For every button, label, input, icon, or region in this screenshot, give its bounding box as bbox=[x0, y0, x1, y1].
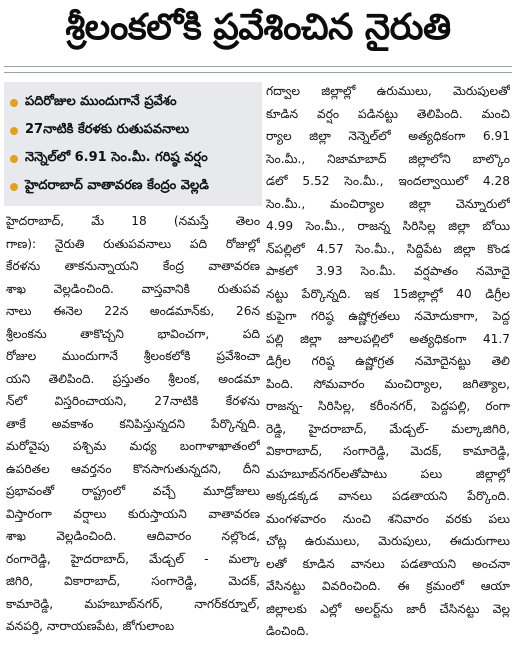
article-line: వేసినట్టు వివరించింది. ఈ క్రమంలో ఆయా bbox=[266, 579, 510, 593]
article-line: నాలు ఈనెల 22న అండమాన్‌కు, 26న bbox=[6, 304, 260, 318]
article-line: గద్వాల జిల్లాల్లో ఉరుములు, మెరుపులతో bbox=[266, 84, 510, 98]
article-line: సెం.మీ., నిజామాబాద్ జిల్లాలోని బాల్కొం bbox=[266, 151, 510, 166]
article-line: ఉపరితల ఆవర్తనం కొనసాగుతున్నదని, దీని bbox=[6, 461, 260, 476]
highlights-box bbox=[4, 82, 262, 206]
highlight-text: నెన్నెల్‌లో 6.91 సెం.మీ. గరిష్ఠ వర్షం bbox=[25, 150, 208, 165]
article-line: రోజుల ముందుగానే శ్రీలంకలోకి ప్రవేశించా bbox=[6, 349, 260, 363]
article-line: డలో 5.52 సెం.మీ., ఇందల్వాయిలో 4.28 bbox=[266, 174, 510, 188]
article-line: మహబూబ్‌నగర్‌లతోపాటు పలు జిల్లాల్లో bbox=[266, 466, 510, 481]
article-line: పల్లి జిల్లా జూలపల్లిలో అత్యధికంగా 41.7 bbox=[266, 331, 510, 346]
headline-top-rule bbox=[4, 66, 512, 67]
article-line: చోట్ల ఉరుములు, మెరుపులు, ఈదురుగాలు bbox=[266, 534, 510, 548]
article-line: వికారాబాద్, సంగారెడ్డి, మెదక్, కామారెడ్డి, bbox=[266, 444, 510, 458]
article-line: జిల్లాలకు ఎల్లో అలర్ట్‌ను జారీ చేసినట్టు వెల్ల bbox=[266, 601, 510, 616]
article-line: రాజన్న- సిరిసిల్ల, కరీంనగర్, పెద్దపల్లి, రంగా bbox=[266, 399, 510, 413]
article-line: కామారెడ్డి, మహబూబ్‌నగర్, నాగర్‌కర్నూల్, bbox=[6, 596, 260, 611]
highlight-item bbox=[10, 117, 256, 145]
article-line: గాణ): నైరుతి రుతుపవనాలు పది రోజుల్లో bbox=[6, 236, 260, 251]
article-line: హైదరాబాద్, మే 18 (నమస్తే తెలం bbox=[6, 214, 260, 228]
bullet-icon bbox=[10, 183, 18, 191]
highlight-item bbox=[10, 89, 256, 117]
article-line: యని తెలిపింది. ప్రస్తుతం శ్రీలంక, అండమా bbox=[6, 371, 260, 386]
article-line: డిగ్రీల గరిష్ఠ ఉష్ణోగ్రత నమోదైనట్టు తెలి bbox=[266, 354, 510, 368]
article-line: రెడ్డి, హైదరాబాద్, మేడ్చల్- మల్కాజిగిరి, bbox=[266, 421, 510, 436]
headline-bottom-rule bbox=[4, 72, 512, 73]
highlight-text: పదిరోజుల ముందుగానే ప్రవేశం bbox=[25, 94, 177, 109]
article-line: అక్కడక్కడ వానలు పడతాయని పేర్కొంది. bbox=[266, 489, 510, 503]
article-line: ప్రభావంతో రాష్ట్రంలో వచ్చే మూడ్రోజులు bbox=[6, 484, 260, 498]
article-line: మరోవైపు పశ్చిమ మధ్య బంగాళాఖాతంలో bbox=[6, 439, 260, 453]
article-right-column bbox=[266, 80, 510, 643]
headline: శ్రీలంకలోకి ప్రవేశించిన నైరుతి bbox=[65, 7, 451, 48]
article-line: కేరళను తాకనున్నాయని కేంద్ర వాతావరణ bbox=[6, 259, 260, 273]
article-line: శ్రీలంకను తాకొచ్చని భావించగా, పది bbox=[6, 326, 260, 341]
article-line: పాకలో 3.93 సెం.మీ. వర్షపాతం నమోదై bbox=[266, 264, 510, 278]
article-line: లతో కూడిన వానలు పడతాయని అంచనా bbox=[266, 556, 510, 571]
article-left-column bbox=[6, 210, 260, 638]
article-line: న్‌లో విస్తరించాయని, 27నాటికి కేరళను bbox=[6, 394, 260, 408]
bullet-icon bbox=[10, 99, 18, 107]
bullet-icon bbox=[10, 127, 18, 135]
bullet-icon bbox=[10, 155, 18, 163]
highlight-text: 27నాటికి కేరళకు రుతుపవనాలు bbox=[25, 122, 190, 137]
highlight-item bbox=[10, 173, 256, 201]
article-line: డించింది. bbox=[266, 624, 310, 638]
article-line: తాకే అవకాశం కనిపిస్తున్నదని పేర్కొన్నది. bbox=[6, 416, 260, 431]
article-line: రంగారెడ్డి, హైదరాబాద్, మేడ్చల్ - మల్కా bbox=[6, 551, 260, 566]
article-line: శాఖ వెల్లడించింది. వాస్తవానికి రుతుపవ bbox=[6, 281, 260, 296]
article-line: 4.99 సెం.మీ., రాజన్న సిరిసిల్ల జిల్లా బోయి bbox=[266, 219, 510, 233]
article-line: వనపర్తి, నారాయణపేట, జోగులాంబ bbox=[6, 619, 175, 633]
article-line: కుపైగా గరిష్ఠ ఉష్ణోగ్రతలు నమోదుకాగా, పెద్ద bbox=[266, 309, 510, 323]
article-line: నట్టు పేర్కొన్నది. ఇక 15జిల్లాల్లో 40 డిగ్రీల bbox=[266, 286, 510, 301]
article-line: జిగిరి, వికారాబాద్, సంగారెడ్డి, మెదక్, bbox=[6, 574, 260, 588]
article-line: శాఖ వెల్లడించింది. ఆదివారం నల్లొండ, bbox=[6, 529, 260, 543]
article-line: న్‌పల్లిలో 4.57 సెం.మీ., సిద్దిపేట జిల్లా కొండ bbox=[266, 241, 510, 256]
article-line: ర్యాల జిల్లా నెన్నెల్‌లో అత్యధికంగా 6.91 bbox=[266, 129, 510, 143]
article-line: మంగళవారం నుంచి శనివారం వరకు పలు bbox=[266, 511, 510, 526]
article-line: సెం.మీ., మంచిర్యాల జిల్లా చెన్నూరులో bbox=[266, 196, 510, 211]
highlight-text: హైదరాబాద్ వాతావరణ కేంద్రం వెల్లడి bbox=[25, 178, 209, 193]
article-line: కూడిన వర్షం పడినట్టు తెలిపింది. మంచి bbox=[266, 106, 510, 121]
article-line: విస్తారంగా వర్షాలు కురుస్తాయని వాతావరణ bbox=[6, 506, 260, 521]
highlight-item bbox=[10, 145, 256, 173]
article-line: పింది. సోమవారం మంచిర్యాల, జగిత్యాల, bbox=[266, 376, 510, 391]
